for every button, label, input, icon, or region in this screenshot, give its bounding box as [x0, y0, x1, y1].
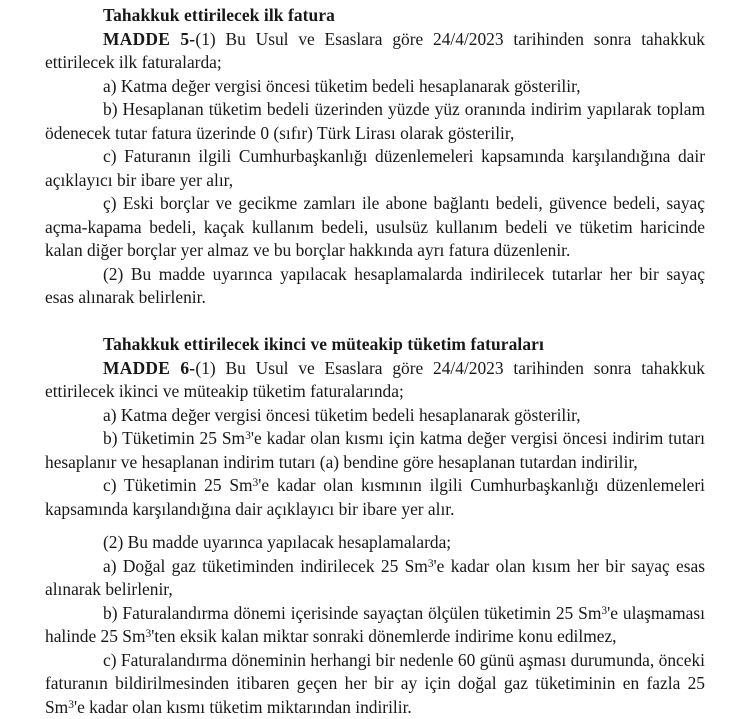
paragraph-madde5-item-b: b) Hesaplanan tüketim bedeli üzerinden yüzde yüz oranında indirim yapılarak toplam ödenecek tutar fatura üzerinde 0 (sıfır) Türk Lirası olarak gösterilir, [45, 98, 705, 145]
document-body [45, 4, 705, 719]
clause2-item-a-part2: 'e kadar olan kısım her bir sayaç esas alınarak belirlenir, [45, 556, 705, 600]
cubic-meter-superscript: 3 [245, 430, 251, 442]
article-clause-number-madde5: (1) [195, 29, 215, 49]
article-clause-number-madde6: (1) [195, 358, 215, 378]
paragraph-madde6-item-a: a) Katma değer vergisi öncesi tüketim bedeli hesaplanarak gösterilir, [45, 404, 705, 428]
item-b-text-part1: b) Tüketimin 25 Sm [103, 428, 245, 448]
clause2-item-c-part1: c) Faturalandırma döneminin herhangi bir nedenle 60 günü aşması durumunda, önceki faturanın bildirilmesinden itibaren geçen her bir ay için doğal gaz tüketiminin en fazla 25 Sm [45, 650, 705, 717]
clause2-item-c-part2: 'e kadar olan kısmı tüketim miktarından indirilir. [74, 697, 412, 717]
paragraph-madde5-item-cc: ç) Eski borçlar ve gecikme zamları ile abone bağlantı bedeli, güvence bedeli, sayaç açma-kapama bedeli, kaçak kullanım bedeli, usulsüz kullanım bedeli ve tüketim haricinde kalan diğer borçlar yer almaz ve bu borçlar hakkında ayrı fatura düzenlenir. [45, 192, 705, 263]
item-c-text-part1: c) Tüketimin 25 Sm [103, 475, 253, 495]
article-intro-text-madde5: Bu Usul ve Esaslara göre 24/4/2023 tarihinden sonra tahakkuk ettirilecek ilk faturalarda; [45, 29, 705, 73]
paragraph-madde6-intro [45, 357, 705, 404]
section-heading-madde6: Tahakkuk ettirilecek ikinci ve müteakip tüketim faturaları [45, 333, 705, 357]
article-label-madde5: MADDE 5- [103, 29, 195, 49]
paragraph-madde6-clause2-item-a [45, 555, 705, 602]
cubic-meter-superscript: 3 [428, 558, 434, 570]
item-c-text-part2: 'e kadar olan kısmının ilgili Cumhurbaşkanlığı düzenlemeleri kapsamında karşılandığına dair açıklayıcı bir ibare yer alır. [45, 475, 705, 519]
clause2-item-b-part3: 'ten eksik kalan miktar sonraki dönemlerde indirime konu edilmez, [151, 626, 616, 646]
cubic-meter-superscript: 3 [145, 628, 151, 640]
paragraph-madde5-intro [45, 28, 705, 75]
paragraph-madde6-clause2-item-b [45, 602, 705, 649]
cubic-meter-superscript: 3 [601, 605, 607, 617]
article-label-madde6: MADDE 6- [103, 358, 195, 378]
paragraph-madde5-item-c: c) Faturanın ilgili Cumhurbaşkanlığı düzenlemeleri kapsamında karşılandığına dair açıklayıcı bir ibare yer alır, [45, 145, 705, 192]
clause2-item-b-part1: b) Faturalandırma dönemi içerisinde sayaçtan ölçülen tüketimin 25 Sm [103, 603, 601, 623]
paragraph-madde6-clause2-item-c [45, 649, 705, 719]
paragraph-madde6-clause-2-intro: (2) Bu madde uyarınca yapılacak hesaplamalarda; [45, 531, 705, 555]
cubic-meter-superscript: 3 [68, 699, 74, 711]
clause2-item-b-part2: 'e ulaşmaması halinde 25 Sm [45, 603, 705, 647]
cubic-meter-superscript: 3 [253, 477, 259, 489]
paragraph-madde6-item-c [45, 474, 705, 521]
clause2-item-a-part1: a) Doğal gaz tüketiminden indirilecek 25 Sm [103, 556, 428, 576]
item-b-text-part2: 'e kadar olan kısmı için katma değer vergisi öncesi indirim tutarı hesaplanır ve hesaplanan indirim tutarı (a) bendine göre hesaplanan tutardan indirilir, [45, 428, 705, 472]
paragraph-madde6-item-b [45, 427, 705, 474]
section-heading-madde5: Tahakkuk ettirilecek ilk fatura [45, 4, 705, 28]
article-intro-text-madde6: Bu Usul ve Esaslara göre 24/4/2023 tarihinden sonra tahakkuk ettirilecek ikinci ve müteakip tüketim faturalarında; [45, 358, 705, 402]
section-spacer [45, 310, 705, 334]
paragraph-madde5-clause-2: (2) Bu madde uyarınca yapılacak hesaplamalarda indirilecek tutarlar her bir sayaç esas alınarak belirlenir. [45, 263, 705, 310]
clause-spacer [45, 521, 705, 531]
paragraph-madde5-item-a: a) Katma değer vergisi öncesi tüketim bedeli hesaplanarak gösterilir, [45, 75, 705, 99]
